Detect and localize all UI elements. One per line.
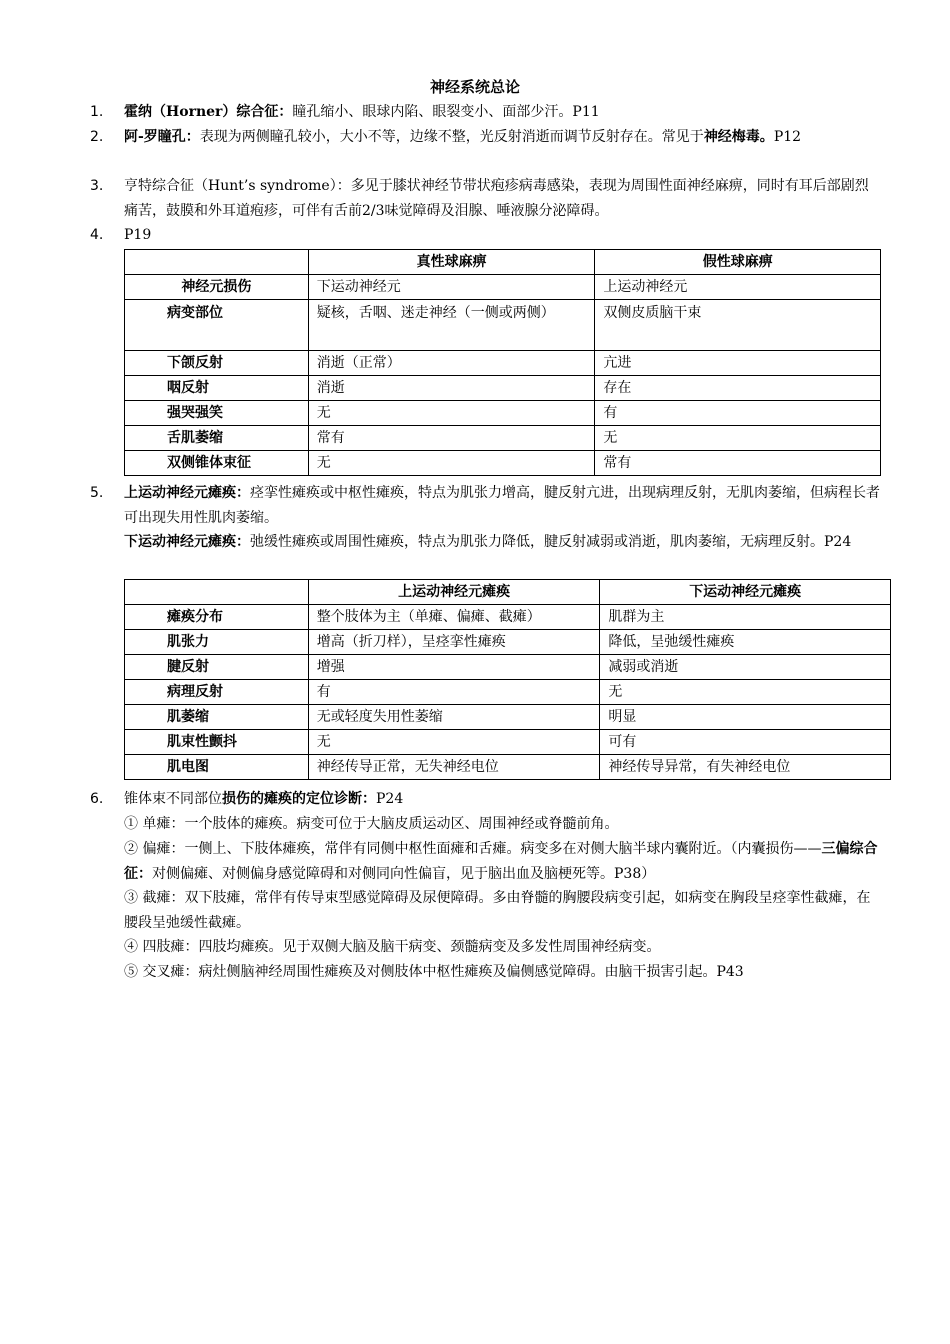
item-term: 三偏综合征：	[124, 841, 878, 882]
table-row	[125, 630, 891, 655]
table-cell: 无或轻度失用性萎缩	[308, 705, 600, 730]
table-header-cell: 上运动神经元瘫痪	[308, 580, 600, 605]
table-row	[125, 451, 881, 476]
paralysis-type-hemiplegia	[124, 837, 882, 887]
list-item-1	[90, 100, 882, 125]
item-term: 霍纳（Horner）综合征：	[124, 104, 293, 120]
table-header-cell: 真性球麻痹	[308, 250, 595, 275]
table-cell: 增强	[308, 655, 600, 680]
table-cell: 下运动神经元	[308, 275, 595, 300]
table-cell: 神经传导正常，无失神经电位	[308, 755, 600, 780]
table-cell: 无	[595, 426, 881, 451]
item-text: 表现为两侧瞳孔较小，大小不等，边缘不整，光反射消逝而调节反射存在。常见于	[199, 129, 704, 145]
table-cell: 亢进	[595, 351, 881, 376]
table-row	[125, 680, 891, 705]
row-label: 肌束性颤抖	[125, 730, 309, 755]
paralysis-type-paraplegia: ③ 截瘫：双下肢瘫，常伴有传导束型感觉障碍及尿便障碍。多由脊髓的胸腰段病变引起，如病变在胸段呈痉挛性截瘫，在腰段呈弛缓性截瘫。	[124, 890, 871, 931]
item-number: 2.	[90, 129, 104, 145]
item-text: 弛缓性瘫痪或周围性瘫痪，特点为肌张力降低，腱反射减弱或消逝，肌肉萎缩，无病理反射。P24	[250, 534, 852, 550]
row-label: 肌电图	[125, 755, 309, 780]
table-header-cell	[125, 580, 309, 605]
paralysis-type-crossed: ⑤ 交叉瘫：病灶侧脑神经周围性瘫痪及对侧肢体中枢性瘫痪及偏侧感觉障碍。由脑干损害引起。P43	[124, 964, 744, 980]
table-header-cell	[125, 250, 309, 275]
table-cell: 增高（折刀样），呈痉挛性瘫痪	[308, 630, 600, 655]
item-text: P24	[376, 791, 404, 807]
row-label: 咽反射	[125, 376, 309, 401]
bulbar-palsy-table	[124, 249, 881, 476]
item-term: 损伤的瘫痪的定位诊断：	[222, 791, 376, 807]
table-cell: 消逝（正常）	[308, 351, 595, 376]
item-term: 上运动神经元瘫痪：	[124, 485, 250, 501]
row-label: 神经元损伤	[125, 275, 309, 300]
row-label: 强哭强笑	[125, 401, 309, 426]
item-number: 4.	[90, 227, 104, 243]
table-cell: 有	[308, 680, 600, 705]
row-label: 双侧锥体束征	[125, 451, 309, 476]
table-cell: 神经传导异常，有失神经电位	[600, 755, 891, 780]
row-label: 病理反射	[125, 680, 309, 705]
item-number: 5.	[90, 485, 104, 501]
item-term: 下运动神经元瘫痪：	[124, 534, 250, 550]
paralysis-type-quadriplegia: ④ 四肢瘫：四肢均瘫痪。见于双侧大脑及脑干病变、颈髓病变及多发性周围神经病变。	[124, 939, 661, 955]
item-text: P12	[773, 129, 802, 145]
table-row	[125, 300, 881, 351]
table-cell: 降低，呈弛缓性瘫痪	[600, 630, 891, 655]
list-item-5	[90, 481, 882, 531]
table-header-row	[125, 580, 891, 605]
table-cell: 存在	[595, 376, 881, 401]
item-text: ② 偏瘫：一侧上、下肢体瘫痪，常伴有同侧中枢性面瘫和舌瘫。病变多在对侧大脑半球内囊附近。（内囊损伤——	[124, 841, 822, 857]
table-row	[125, 705, 891, 730]
table-header-cell: 下运动神经元瘫痪	[600, 580, 891, 605]
table-cell: 常有	[595, 451, 881, 476]
table-header-row	[125, 250, 881, 275]
item-text: 痉挛性瘫痪或中枢性瘫痪，特点为肌张力增高，腱反射亢进，出现病理反射，无肌肉萎缩，但病程长者可出现失用性肌肉萎缩。	[124, 485, 880, 526]
item-term: 阿-罗瞳孔：	[124, 129, 200, 145]
row-label: 肌萎缩	[125, 705, 309, 730]
motor-neuron-paralysis-table	[124, 579, 891, 780]
row-label: 下颌反射	[125, 351, 309, 376]
table-cell: 双侧皮质脑干束	[595, 300, 881, 351]
item-number: 3.	[90, 178, 104, 194]
item-text: 锥体束不同部位	[124, 791, 222, 807]
list-item-4	[90, 223, 882, 248]
table-cell: 疑核，舌咽、迷走神经（一侧或两侧）	[308, 300, 595, 351]
table-cell: 明显	[600, 705, 891, 730]
table-row	[125, 401, 881, 426]
table-header-cell: 假性球麻痹	[595, 250, 881, 275]
table-cell: 无	[308, 730, 600, 755]
table-row	[125, 655, 891, 680]
table-row	[125, 351, 881, 376]
list-item-6	[90, 787, 882, 812]
item-text: 亨特综合征（Hunt’s syndrome）：多见于膝状神经节带状疱疹病毒感染，表现为周围性面神经麻痹，同时有耳后部剧烈痛苦，鼓膜和外耳道疱疹，可伴有舌前2/3味觉障碍及泪腺、唾液腺分泌障碍。	[124, 178, 869, 219]
item-text: 对侧偏瘫、对侧偏身感觉障碍和对侧同向性偏盲，见于脑出血及脑梗死等。P38）	[152, 866, 656, 882]
item-number: 6.	[90, 791, 104, 807]
table-cell: 无	[308, 401, 595, 426]
list-item-5-continuation	[124, 530, 882, 555]
table-cell: 无	[308, 451, 595, 476]
table-cell: 整个肢体为主（单瘫、偏瘫、截瘫）	[308, 605, 600, 630]
item-number: 1.	[90, 104, 104, 120]
table-row	[125, 605, 891, 630]
table-cell: 有	[595, 401, 881, 426]
item-text: 瞳孔缩小、眼球内陷、眼裂变小、面部少汗。P11	[292, 104, 600, 120]
table-cell: 上运动神经元	[595, 275, 881, 300]
row-label: 舌肌萎缩	[125, 426, 309, 451]
row-label: 肌张力	[125, 630, 309, 655]
table-row	[125, 755, 891, 780]
row-label: 瘫痪分布	[125, 605, 309, 630]
paralysis-type-monoplegia: ① 单瘫：一个肢体的瘫痪。病变可位于大脑皮质运动区、周围神经或脊髓前角。	[124, 816, 619, 832]
list-item-3	[90, 174, 882, 224]
table-cell: 常有	[308, 426, 595, 451]
table-row	[125, 426, 881, 451]
table-row	[125, 275, 881, 300]
row-label: 腱反射	[125, 655, 309, 680]
row-label: 病变部位	[125, 300, 309, 351]
item-text: P19	[124, 227, 152, 243]
page-title: 神经系统总论	[429, 78, 520, 96]
table-cell: 肌群为主	[600, 605, 891, 630]
table-cell: 可有	[600, 730, 891, 755]
table-cell: 消逝	[308, 376, 595, 401]
table-row	[125, 376, 881, 401]
item-term: 神经梅毒。	[703, 129, 774, 145]
table-cell: 减弱或消逝	[600, 655, 891, 680]
table-cell: 无	[600, 680, 891, 705]
list-item-2	[90, 125, 882, 150]
table-row	[125, 730, 891, 755]
